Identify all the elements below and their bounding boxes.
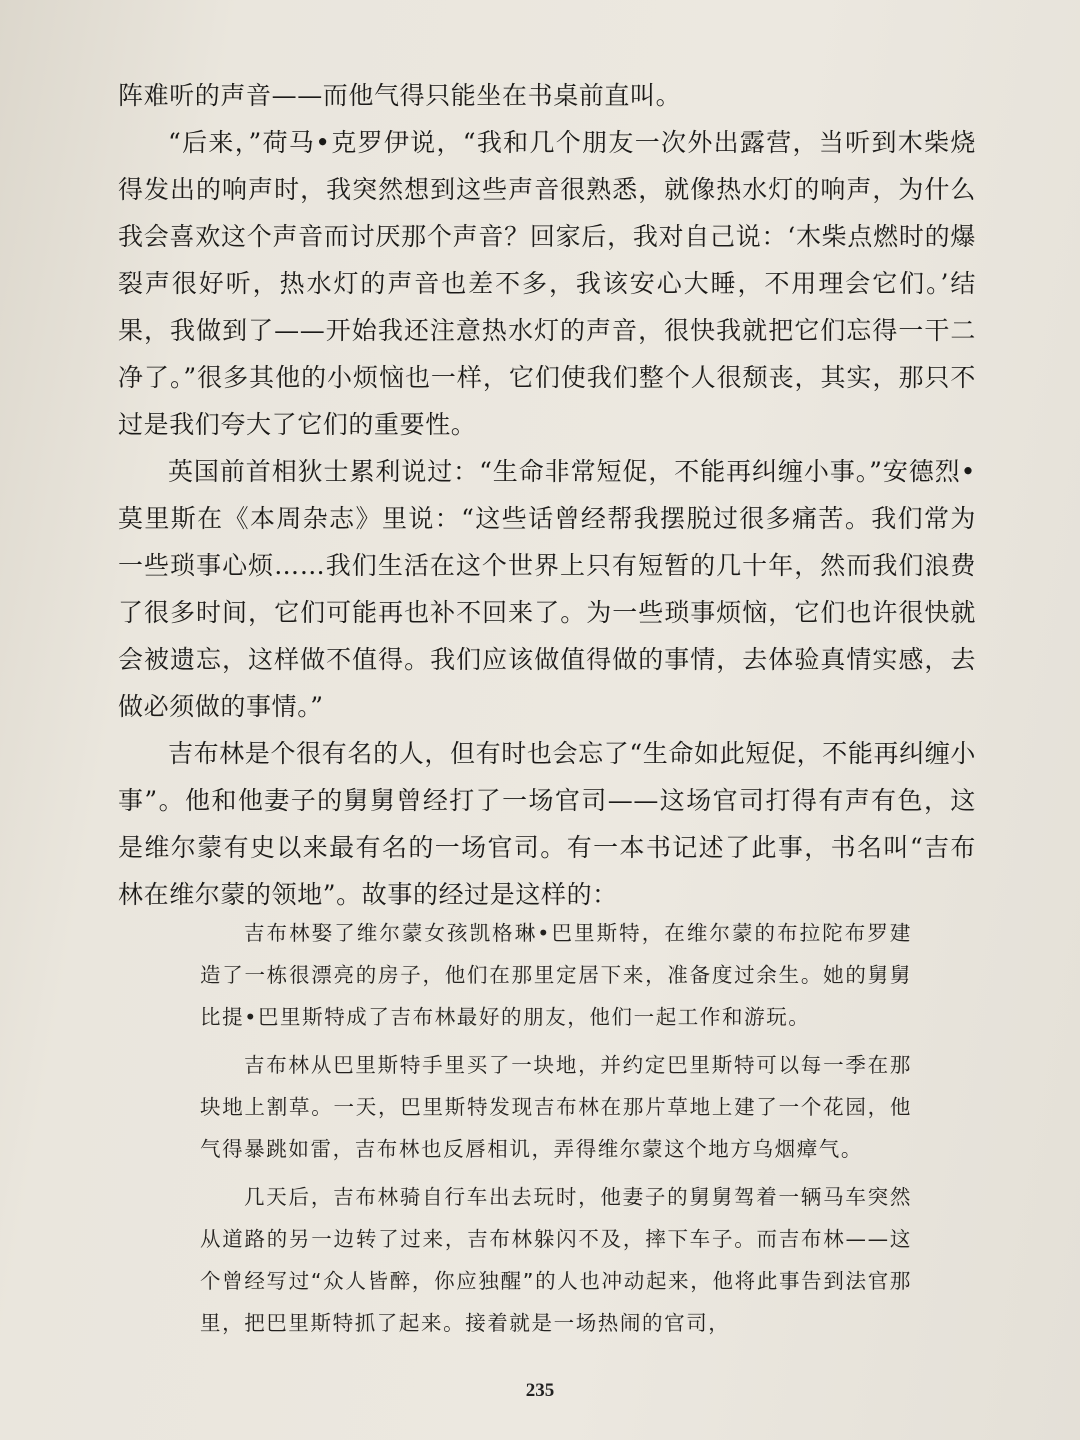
- paragraph: 阵难听的声音——而他气得只能坐在书桌前直叫。: [118, 81, 682, 110]
- quote-paragraph: 吉布林从巴里斯特手里买了一块地，并约定巴里斯特可以每一季在那块地上割草。一天，巴里斯特发现吉布林在那片草地上建了一个花园，他气得暴跳如雷，吉布林也反唇相讥，弄得维尔蒙这个地方乌烟瘴气。: [200, 1053, 912, 1161]
- quote-paragraph: 吉布林娶了维尔蒙女孩凯格琳•巴里斯特，在维尔蒙的布拉陀布罗建造了一栋很漂亮的房子，他们在那里定居下来，准备度过余生。她的舅舅比提•巴里斯特成了吉布林最好的朋友，他们一起工作和游玩。: [200, 921, 912, 1029]
- quote-paragraph: 几天后，吉布林骑自行车出去玩时，他妻子的舅舅驾着一辆马车突然从道路的另一边转了过来，吉布林躲闪不及，摔下车子。而吉布林——这个曾经写过“众人皆醉，你应独醒”的人也冲动起来，他将此事告到法官那里，把巴里斯特抓了起来。接着就是一场热闹的官司，: [200, 1185, 912, 1335]
- page-number: 235: [525, 1380, 555, 1401]
- paragraph: 英国前首相狄士累利说过：“生命非常短促，不能再纠缠小事。”安德烈•莫里斯在《本周杂志》里说：“这些话曾经帮我摆脱过很多痛苦。我们常为一些琐事心烦……我们生活在这个世界上只有短暂的几十年，然而我们浪费了很多时间，它们可能再也补不回来了。为一些琐事烦恼，它们也许很快就会被遗忘，这样做不值得。我们应该做值得做的事情，去体验真情实感，去做必须做的事情。”: [118, 457, 976, 721]
- paragraph: 吉布林是个很有名的人，但有时也会忘了“生命如此短促，不能再纠缠小事”。他和他妻子的舅舅曾经打了一场官司——这场官司打得有声有色，这是维尔蒙有史以来最有名的一场官司。有一本书记述了此事，书名叫“吉布林在维尔蒙的领地”。故事的经过是这样的：: [118, 739, 976, 909]
- paragraph: “后来，”荷马•克罗伊说，“我和几个朋友一次外出露营，当听到木柴烧得发出的响声时，我突然想到这些声音很熟悉，就像热水灯的响声，为什么我会喜欢这个声音而讨厌那个声音？回家后，我对自己说：‘木柴点燃时的爆裂声很好听，热水灯的声音也差不多，我该安心大睡，不用理会它们。’结果，我做到了——开始我还注意热水灯的声音，很快我就把它们忘得一干二净了。”很多其他的小烦恼也一样，它们使我们整个人很颓丧，其实，那只不过是我们夸大了它们的重要性。: [118, 128, 976, 439]
- quoted-passage: [200, 912, 912, 1344]
- main-text: [118, 72, 976, 918]
